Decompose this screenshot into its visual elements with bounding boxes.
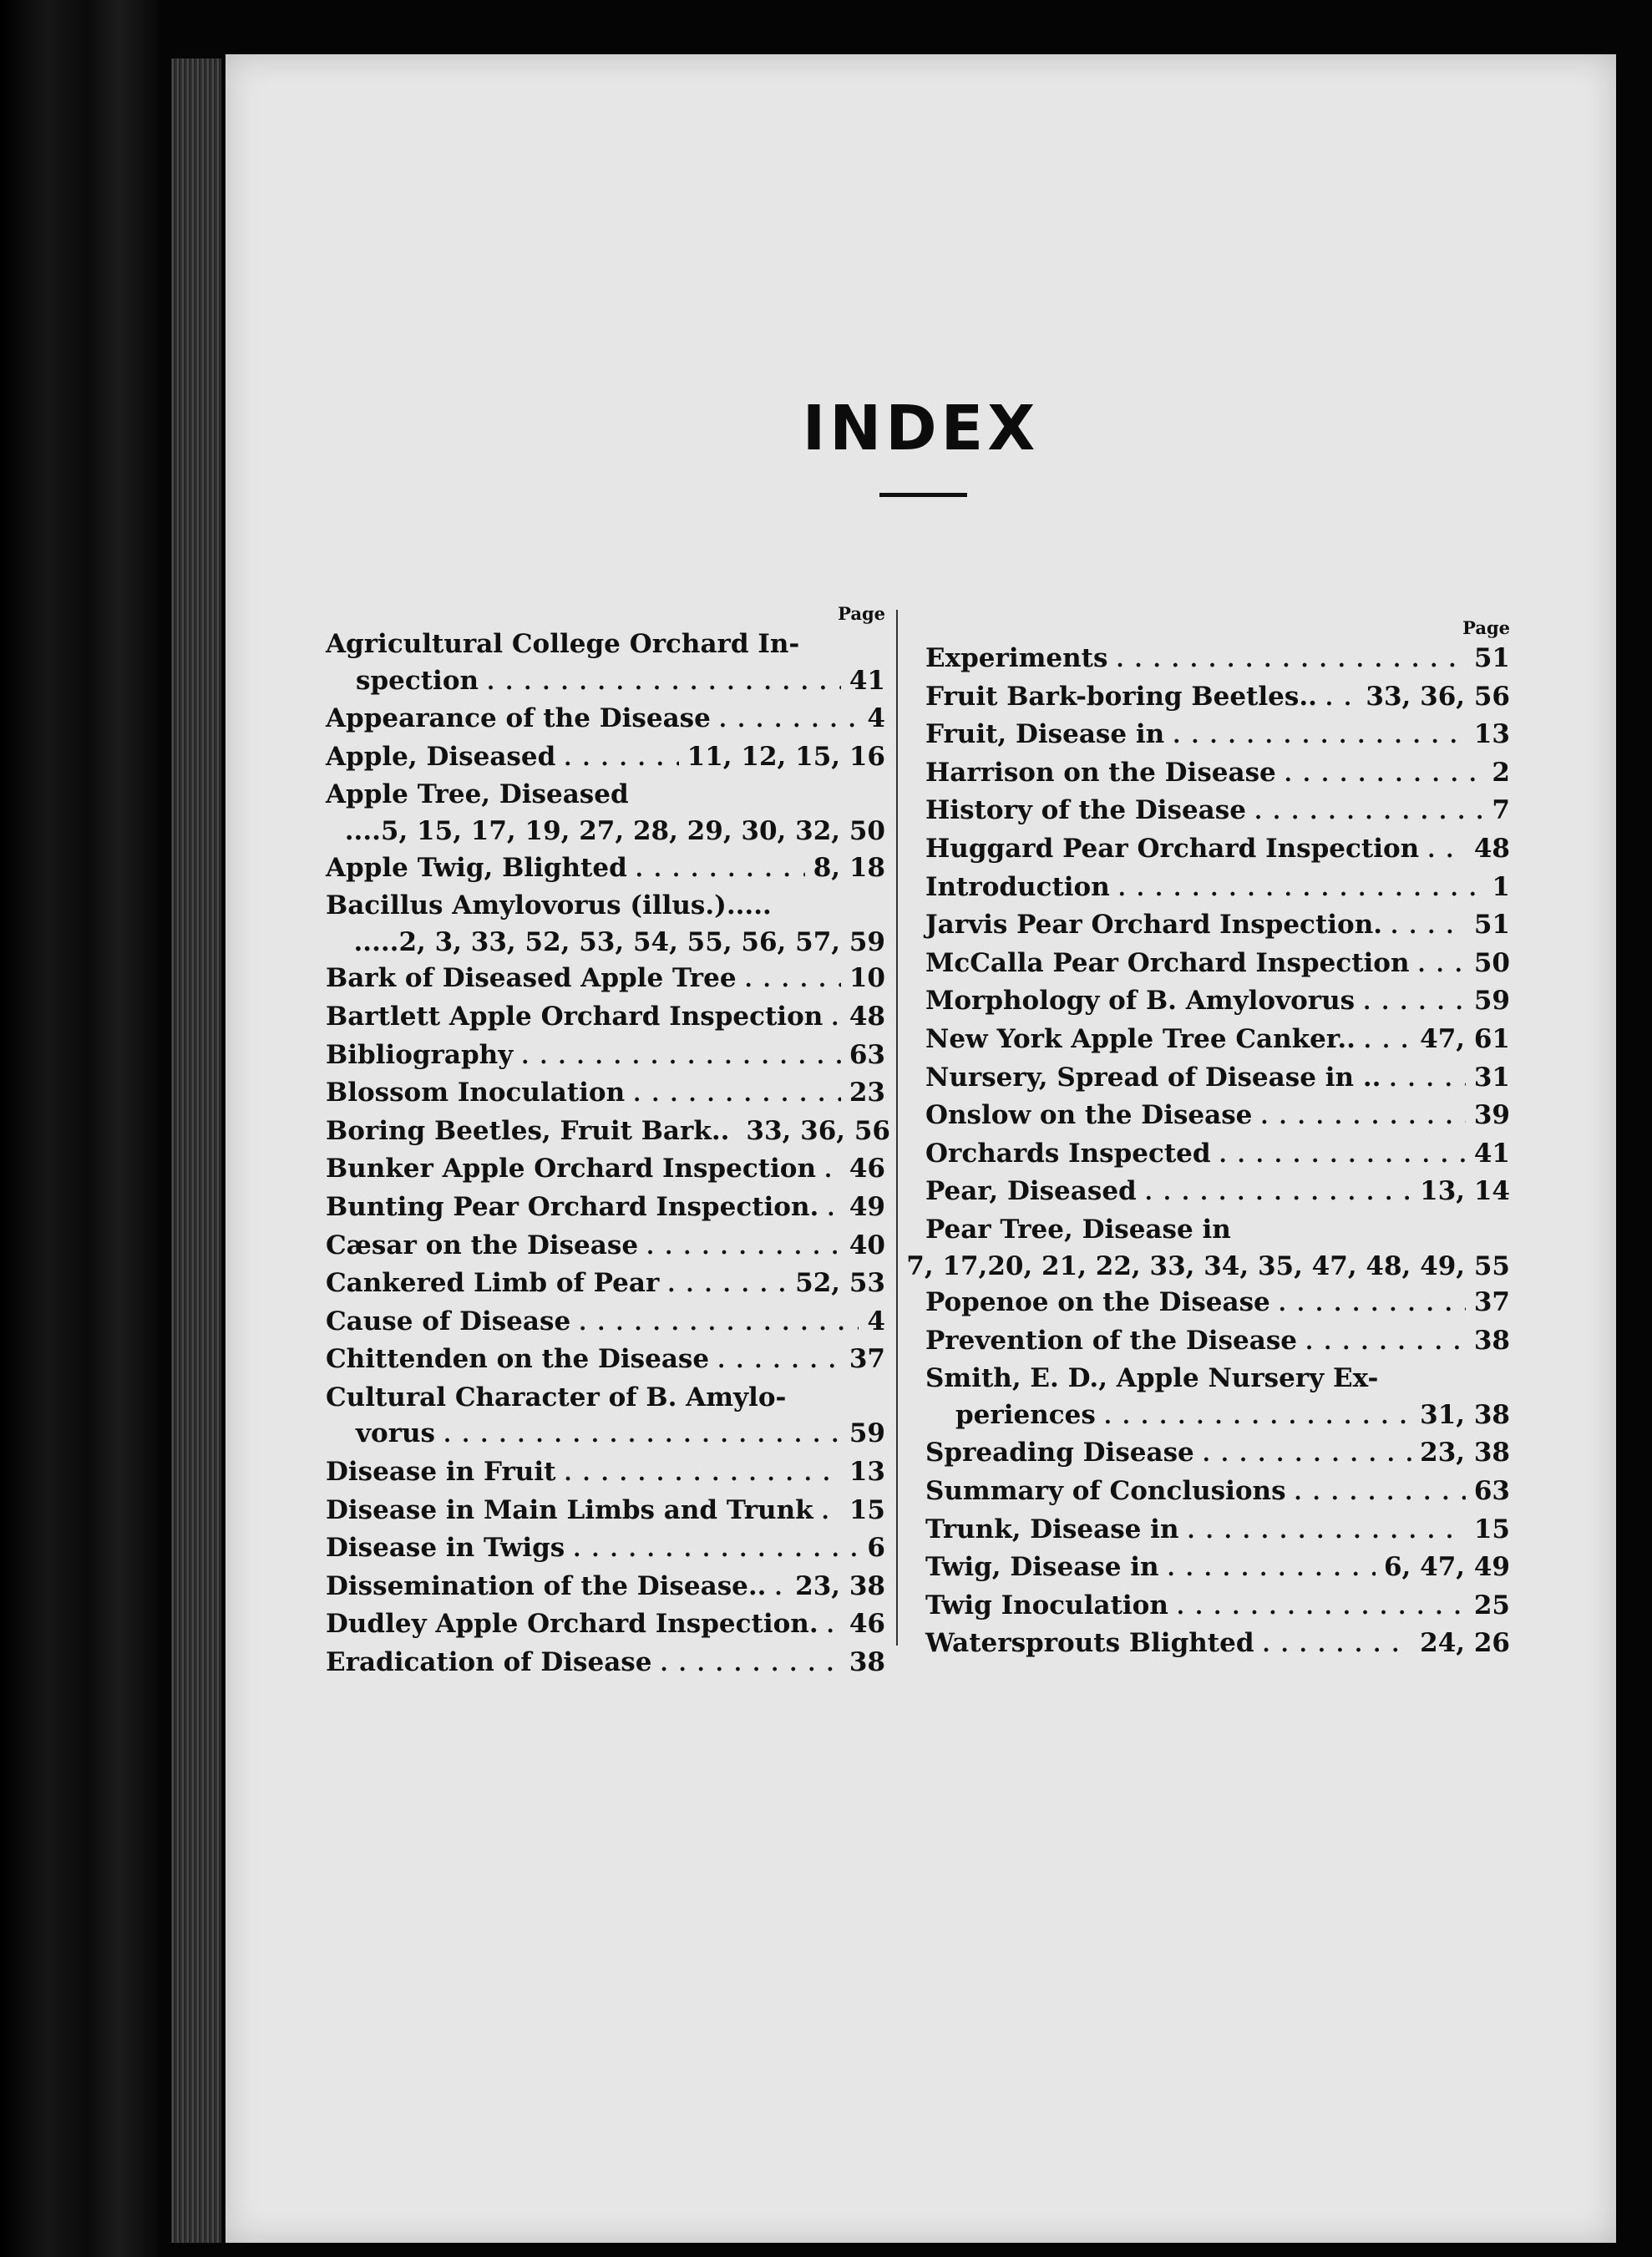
entry-line — [925, 1512, 1510, 1550]
entry-line — [925, 831, 1510, 870]
entry-pages: 23 — [849, 1078, 885, 1108]
entry-line — [326, 999, 885, 1037]
dot-leader — [579, 1306, 859, 1342]
entry-line — [906, 1249, 1510, 1286]
entry-pages: 38 — [1473, 1325, 1510, 1356]
index-entry — [326, 1228, 885, 1266]
index-entry — [326, 850, 885, 889]
dot-leader — [487, 665, 841, 702]
dot-leader — [636, 852, 805, 889]
entry-text: Cæsar on the Disease — [326, 1230, 639, 1260]
entry-line — [925, 1136, 1510, 1174]
entry-pages: 4 — [867, 1306, 885, 1336]
entry-line — [326, 1151, 885, 1189]
entry-text: History of the Disease — [925, 795, 1246, 826]
index-entry — [326, 1493, 885, 1531]
entry-text: Popenoe on the Disease — [925, 1287, 1270, 1318]
index-entry — [925, 1512, 1510, 1550]
entry-pages: 50 — [1473, 947, 1510, 978]
dot-leader — [1418, 947, 1466, 984]
dot-leader — [1263, 1627, 1412, 1664]
entry-pages: 2 — [1492, 757, 1510, 788]
entry-pages: 31, 38 — [1420, 1399, 1510, 1430]
entry-pages: 15 — [849, 1494, 885, 1525]
index-entry — [925, 641, 1510, 679]
entry-pages: 63 — [849, 1039, 885, 1070]
dot-leader — [1168, 1551, 1376, 1588]
entry-pages: 33, 36, 56 — [1366, 681, 1510, 712]
dot-leader — [1285, 757, 1484, 794]
entry-line — [925, 1174, 1510, 1212]
dot-leader — [1427, 833, 1466, 870]
entry-text: Apple, Diseased — [326, 741, 556, 772]
entry-line — [925, 983, 1510, 1022]
title-rule — [879, 493, 967, 497]
entry-line — [925, 1626, 1510, 1664]
entry-line — [925, 1212, 1510, 1249]
entry-line — [925, 793, 1510, 831]
index-entry — [925, 946, 1510, 984]
dot-leader — [1279, 1286, 1466, 1323]
entry-text: Prevention of the Disease — [925, 1325, 1298, 1356]
column-divider — [896, 610, 898, 1646]
index-column-left — [326, 601, 890, 1683]
index-entry — [326, 1265, 885, 1304]
entry-line — [326, 1304, 885, 1342]
index-entry — [326, 1189, 885, 1228]
entry-pages: 51 — [1473, 910, 1510, 941]
dot-leader — [1305, 1325, 1466, 1362]
index-entry — [326, 888, 885, 961]
entry-line — [326, 663, 885, 702]
entry-pages: 48 — [849, 1001, 885, 1032]
entry-pages: 47, 61 — [1420, 1023, 1510, 1054]
book-spine — [0, 0, 159, 2257]
entry-pages: 8, 18 — [813, 852, 885, 883]
entry-line — [925, 1022, 1510, 1060]
entry-text: Orchards Inspected — [925, 1138, 1211, 1169]
index-entry — [326, 1454, 885, 1493]
page-title: INDEX — [802, 393, 1040, 464]
entry-line — [925, 1285, 1510, 1323]
entry-pages: 24, 26 — [1420, 1628, 1510, 1659]
dot-leader — [1389, 1062, 1465, 1098]
index-entry — [925, 1323, 1510, 1362]
entry-pages: 25 — [1473, 1590, 1510, 1620]
index-entry — [326, 1151, 885, 1189]
entry-pages: 37 — [849, 1344, 885, 1375]
entry-text: Appearance of the Disease — [326, 703, 711, 734]
entry-pages: 46 — [849, 1154, 885, 1184]
dot-leader — [660, 1646, 840, 1683]
entry-text: Bunker Apple Orchard Inspection — [326, 1154, 817, 1184]
index-entry — [326, 1530, 885, 1569]
dot-leader — [1116, 642, 1465, 679]
entry-pages: 6, 47, 49 — [1383, 1552, 1510, 1583]
dot-leader — [564, 741, 678, 778]
entry-line — [326, 1569, 885, 1607]
entry-line — [326, 888, 885, 925]
entry-text: Jarvis Pear Orchard Inspection. — [925, 910, 1383, 941]
index-entry — [925, 1361, 1510, 1435]
index-entry — [925, 907, 1510, 946]
entry-text: New York Apple Tree Canker.. — [925, 1023, 1356, 1054]
entry-pages: 52, 53 — [795, 1268, 885, 1299]
entry-text: Fruit, Disease in — [925, 719, 1165, 750]
dot-leader — [573, 1532, 859, 1569]
entry-text: vorus — [356, 1418, 436, 1449]
entry-line — [326, 1037, 885, 1076]
continuation-dots: .... — [344, 815, 381, 846]
index-entry — [326, 626, 885, 701]
index-entry — [925, 1136, 1510, 1174]
dot-leader — [827, 1608, 841, 1645]
entry-line — [925, 1397, 1510, 1436]
entry-pages: 23, 38 — [1420, 1438, 1510, 1468]
entry-text: Smith, E. D., Apple Nursery Ex- — [925, 1363, 1379, 1394]
entry-pages: 33, 36, 56 — [746, 1115, 890, 1146]
entry-line — [925, 1549, 1510, 1588]
entry-text: Introduction — [925, 871, 1110, 902]
dot-leader — [1219, 1138, 1466, 1174]
entry-pages: 41 — [849, 665, 885, 696]
index-entry — [326, 1569, 885, 1607]
entry-pages: 38 — [849, 1647, 885, 1678]
entry-text: Bibliography — [326, 1039, 514, 1070]
dot-leader — [1325, 681, 1358, 718]
entry-text: Disease in Fruit — [326, 1457, 556, 1488]
dot-leader — [633, 1077, 841, 1113]
dot-leader — [831, 1001, 841, 1037]
entry-pages: 15 — [1473, 1514, 1510, 1544]
index-entry — [326, 961, 885, 999]
index-entry — [326, 1342, 885, 1380]
index-entry — [326, 1037, 885, 1076]
entry-line — [326, 1342, 885, 1380]
entry-text: 5, 15, 17, 19, 27, 28, 29, 30, 32, 50 — [380, 815, 885, 846]
continuation-dots: ..... — [353, 926, 399, 957]
entry-line — [326, 1075, 885, 1113]
index-entry — [925, 717, 1510, 755]
entry-text: Onslow on the Disease — [925, 1100, 1253, 1131]
index-entry — [326, 701, 885, 739]
dot-leader — [1203, 1437, 1411, 1473]
entry-line — [326, 1530, 885, 1569]
entry-text: Cause of Disease — [326, 1306, 571, 1336]
entry-line — [326, 1645, 885, 1683]
dot-leader — [717, 1343, 841, 1380]
entry-text: Blossom Inoculation — [326, 1078, 626, 1108]
entry-line — [925, 641, 1510, 679]
entry-line — [326, 850, 885, 889]
index-entry — [925, 1022, 1510, 1060]
index-entry — [925, 1626, 1510, 1664]
entry-text: Bartlett Apple Orchard Inspection — [326, 1001, 823, 1032]
dot-leader — [1118, 871, 1484, 908]
index-entry — [925, 983, 1510, 1022]
entry-pages: 31 — [1473, 1062, 1510, 1093]
entry-pages: 59 — [1473, 986, 1510, 1017]
index-entry — [925, 1285, 1510, 1323]
entry-pages: 37 — [1473, 1287, 1510, 1318]
dot-leader — [774, 1570, 787, 1607]
entry-pages: 6 — [867, 1533, 885, 1564]
index-entry — [925, 679, 1510, 718]
entry-pages: 7 — [1492, 795, 1510, 826]
dot-leader — [1295, 1475, 1466, 1512]
entry-text: periences — [955, 1399, 1096, 1430]
dot-leader — [1254, 794, 1483, 831]
entry-text: Watersprouts Blighted — [925, 1628, 1254, 1659]
entry-pages: 48 — [1473, 833, 1510, 864]
entry-line — [326, 1380, 885, 1417]
entry-line — [326, 1416, 885, 1454]
entry-pages: 1 — [1492, 871, 1510, 902]
index-entry — [925, 755, 1510, 794]
entry-line — [326, 1113, 890, 1152]
entry-line — [326, 925, 885, 961]
entry-line — [326, 701, 885, 739]
entry-text: spection — [356, 665, 479, 696]
index-entry — [925, 1473, 1510, 1512]
index-entry — [326, 1075, 885, 1113]
index-entry — [326, 1304, 885, 1342]
dot-leader — [822, 1494, 841, 1531]
entry-line — [326, 814, 885, 850]
entry-text: Fruit Bark-boring Beetles.. — [925, 681, 1317, 712]
entry-text: Morphology of B. Amylovorus — [925, 986, 1356, 1017]
entry-text: Experiments — [925, 643, 1108, 673]
entry-pages: 23, 38 — [795, 1570, 885, 1601]
entry-pages: 4 — [867, 703, 885, 734]
entry-line — [925, 1098, 1510, 1136]
entry-text: Agricultural College Orchard In- — [326, 629, 800, 659]
entry-line — [326, 1189, 885, 1228]
index-entries-right — [906, 641, 1510, 1664]
entry-text: Cankered Limb of Pear — [326, 1268, 660, 1299]
entry-line — [925, 946, 1510, 984]
entry-pages: 13 — [1473, 719, 1510, 750]
entry-text: Huggard Pear Orchard Inspection — [925, 833, 1420, 864]
dot-leader — [646, 1230, 841, 1266]
entry-text: Bark of Diseased Apple Tree — [326, 963, 737, 994]
entry-text: 7, 17,20, 21, 22, 33, 34, 35, 47, 48, 49, 55 — [906, 1250, 1510, 1281]
entry-text: Harrison on the Disease — [925, 757, 1276, 788]
entry-line — [925, 679, 1510, 718]
entry-line — [326, 1454, 885, 1493]
entry-pages: 46 — [849, 1609, 885, 1640]
index-entry — [326, 1113, 890, 1152]
entry-text: Disease in Twigs — [326, 1533, 565, 1564]
dot-leader — [745, 962, 841, 999]
entry-text: Summary of Conclusions — [925, 1476, 1286, 1507]
entry-text: Disease in Main Limbs and Trunk — [326, 1494, 813, 1525]
index-entry — [326, 1380, 885, 1454]
dot-leader — [564, 1456, 840, 1493]
index-column-right — [906, 616, 1510, 1664]
entry-line — [925, 1323, 1510, 1362]
entry-line — [326, 626, 885, 663]
dot-leader — [667, 1267, 787, 1304]
index-entry — [925, 831, 1510, 870]
entry-line — [925, 870, 1510, 908]
entry-text: Bunting Pear Orchard Inspection. — [326, 1191, 819, 1222]
index-entry — [925, 1060, 1510, 1098]
entry-text: Eradication of Disease — [326, 1647, 652, 1678]
index-entry — [925, 1174, 1510, 1212]
entry-text: Twig Inoculation — [925, 1590, 1168, 1620]
entry-text: Trunk, Disease in — [925, 1514, 1179, 1544]
entry-pages: 11, 12, 15, 16 — [687, 741, 885, 772]
index-entry — [925, 1549, 1510, 1588]
entry-line — [925, 1361, 1510, 1397]
entry-pages: 51 — [1473, 643, 1510, 673]
entry-text: Chittenden on the Disease — [326, 1344, 710, 1375]
entry-pages: 13 — [849, 1457, 885, 1488]
entry-pages: 59 — [849, 1418, 885, 1449]
index-entry — [326, 777, 885, 850]
entry-line — [326, 739, 885, 778]
entry-text: Bacillus Amylovorus (illus.)..... — [326, 890, 772, 921]
dot-leader — [1391, 909, 1466, 946]
dot-leader — [443, 1418, 841, 1454]
entry-pages: 63 — [1473, 1476, 1510, 1507]
entry-text: Apple Twig, Blighted — [326, 852, 627, 883]
entry-pages: 39 — [1473, 1100, 1510, 1131]
entry-text: McCalla Pear Orchard Inspection — [925, 947, 1410, 978]
dot-leader — [1363, 985, 1466, 1022]
entry-pages: 41 — [1473, 1138, 1510, 1169]
dot-leader — [1364, 1023, 1411, 1060]
entry-text: Boring Beetles, Fruit Bark.. — [326, 1115, 730, 1146]
index-entry — [326, 999, 885, 1037]
entry-line — [326, 961, 885, 999]
entry-text: Pear, Diseased — [925, 1176, 1137, 1207]
index-entry — [906, 1212, 1510, 1285]
index-entries-left — [326, 626, 890, 1683]
index-entry — [925, 1588, 1510, 1626]
entry-line — [326, 777, 885, 814]
page-edges — [171, 58, 221, 2243]
entry-text: Twig, Disease in — [925, 1552, 1159, 1583]
index-page — [226, 54, 1616, 2243]
entry-text: 2, 3, 33, 52, 53, 54, 55, 56, 57, 59 — [398, 926, 885, 957]
entry-text: Dudley Apple Orchard Inspection. — [326, 1609, 818, 1640]
entry-line — [925, 717, 1510, 755]
entry-text: Cultural Character of B. Amylo- — [326, 1382, 787, 1413]
entry-line — [925, 1588, 1510, 1626]
dot-leader — [1104, 1399, 1411, 1436]
entry-text: Apple Tree, Diseased — [326, 779, 629, 810]
entry-pages: 40 — [849, 1230, 885, 1260]
dot-leader — [824, 1153, 841, 1189]
entry-text: Nursery, Spread of Disease in .. — [925, 1062, 1381, 1093]
entry-text: Pear Tree, Disease in — [925, 1214, 1231, 1245]
dot-leader — [719, 702, 859, 739]
entry-line — [925, 907, 1510, 946]
index-entry — [925, 1098, 1510, 1136]
entry-line — [326, 1493, 885, 1531]
dot-leader — [1260, 1099, 1465, 1136]
entry-line — [925, 1060, 1510, 1098]
index-entry — [326, 1645, 885, 1683]
entry-line — [925, 1473, 1510, 1512]
entry-line — [925, 755, 1510, 794]
entry-line — [925, 1435, 1510, 1473]
dot-leader — [1177, 1590, 1466, 1626]
index-entry — [326, 1606, 885, 1645]
entry-line — [326, 1265, 885, 1304]
dot-leader — [1173, 718, 1466, 755]
entry-text: Spreading Disease — [925, 1438, 1194, 1468]
dot-leader — [1188, 1514, 1466, 1550]
entry-pages: 10 — [849, 963, 885, 994]
entry-line — [326, 1228, 885, 1266]
entry-text: Dissemination of the Disease.. — [326, 1570, 767, 1601]
entry-pages: 13, 14 — [1420, 1176, 1510, 1207]
dot-leader — [1145, 1175, 1411, 1212]
page-column-header: Page — [838, 603, 885, 624]
index-entry — [925, 1435, 1510, 1473]
dot-leader — [521, 1039, 841, 1076]
index-entry — [326, 739, 885, 778]
entry-pages: 49 — [849, 1191, 885, 1222]
page-column-header: Page — [1462, 617, 1510, 638]
index-entry — [925, 793, 1510, 831]
dot-leader — [827, 1191, 841, 1228]
entry-line — [326, 1606, 885, 1645]
index-entry — [925, 870, 1510, 908]
